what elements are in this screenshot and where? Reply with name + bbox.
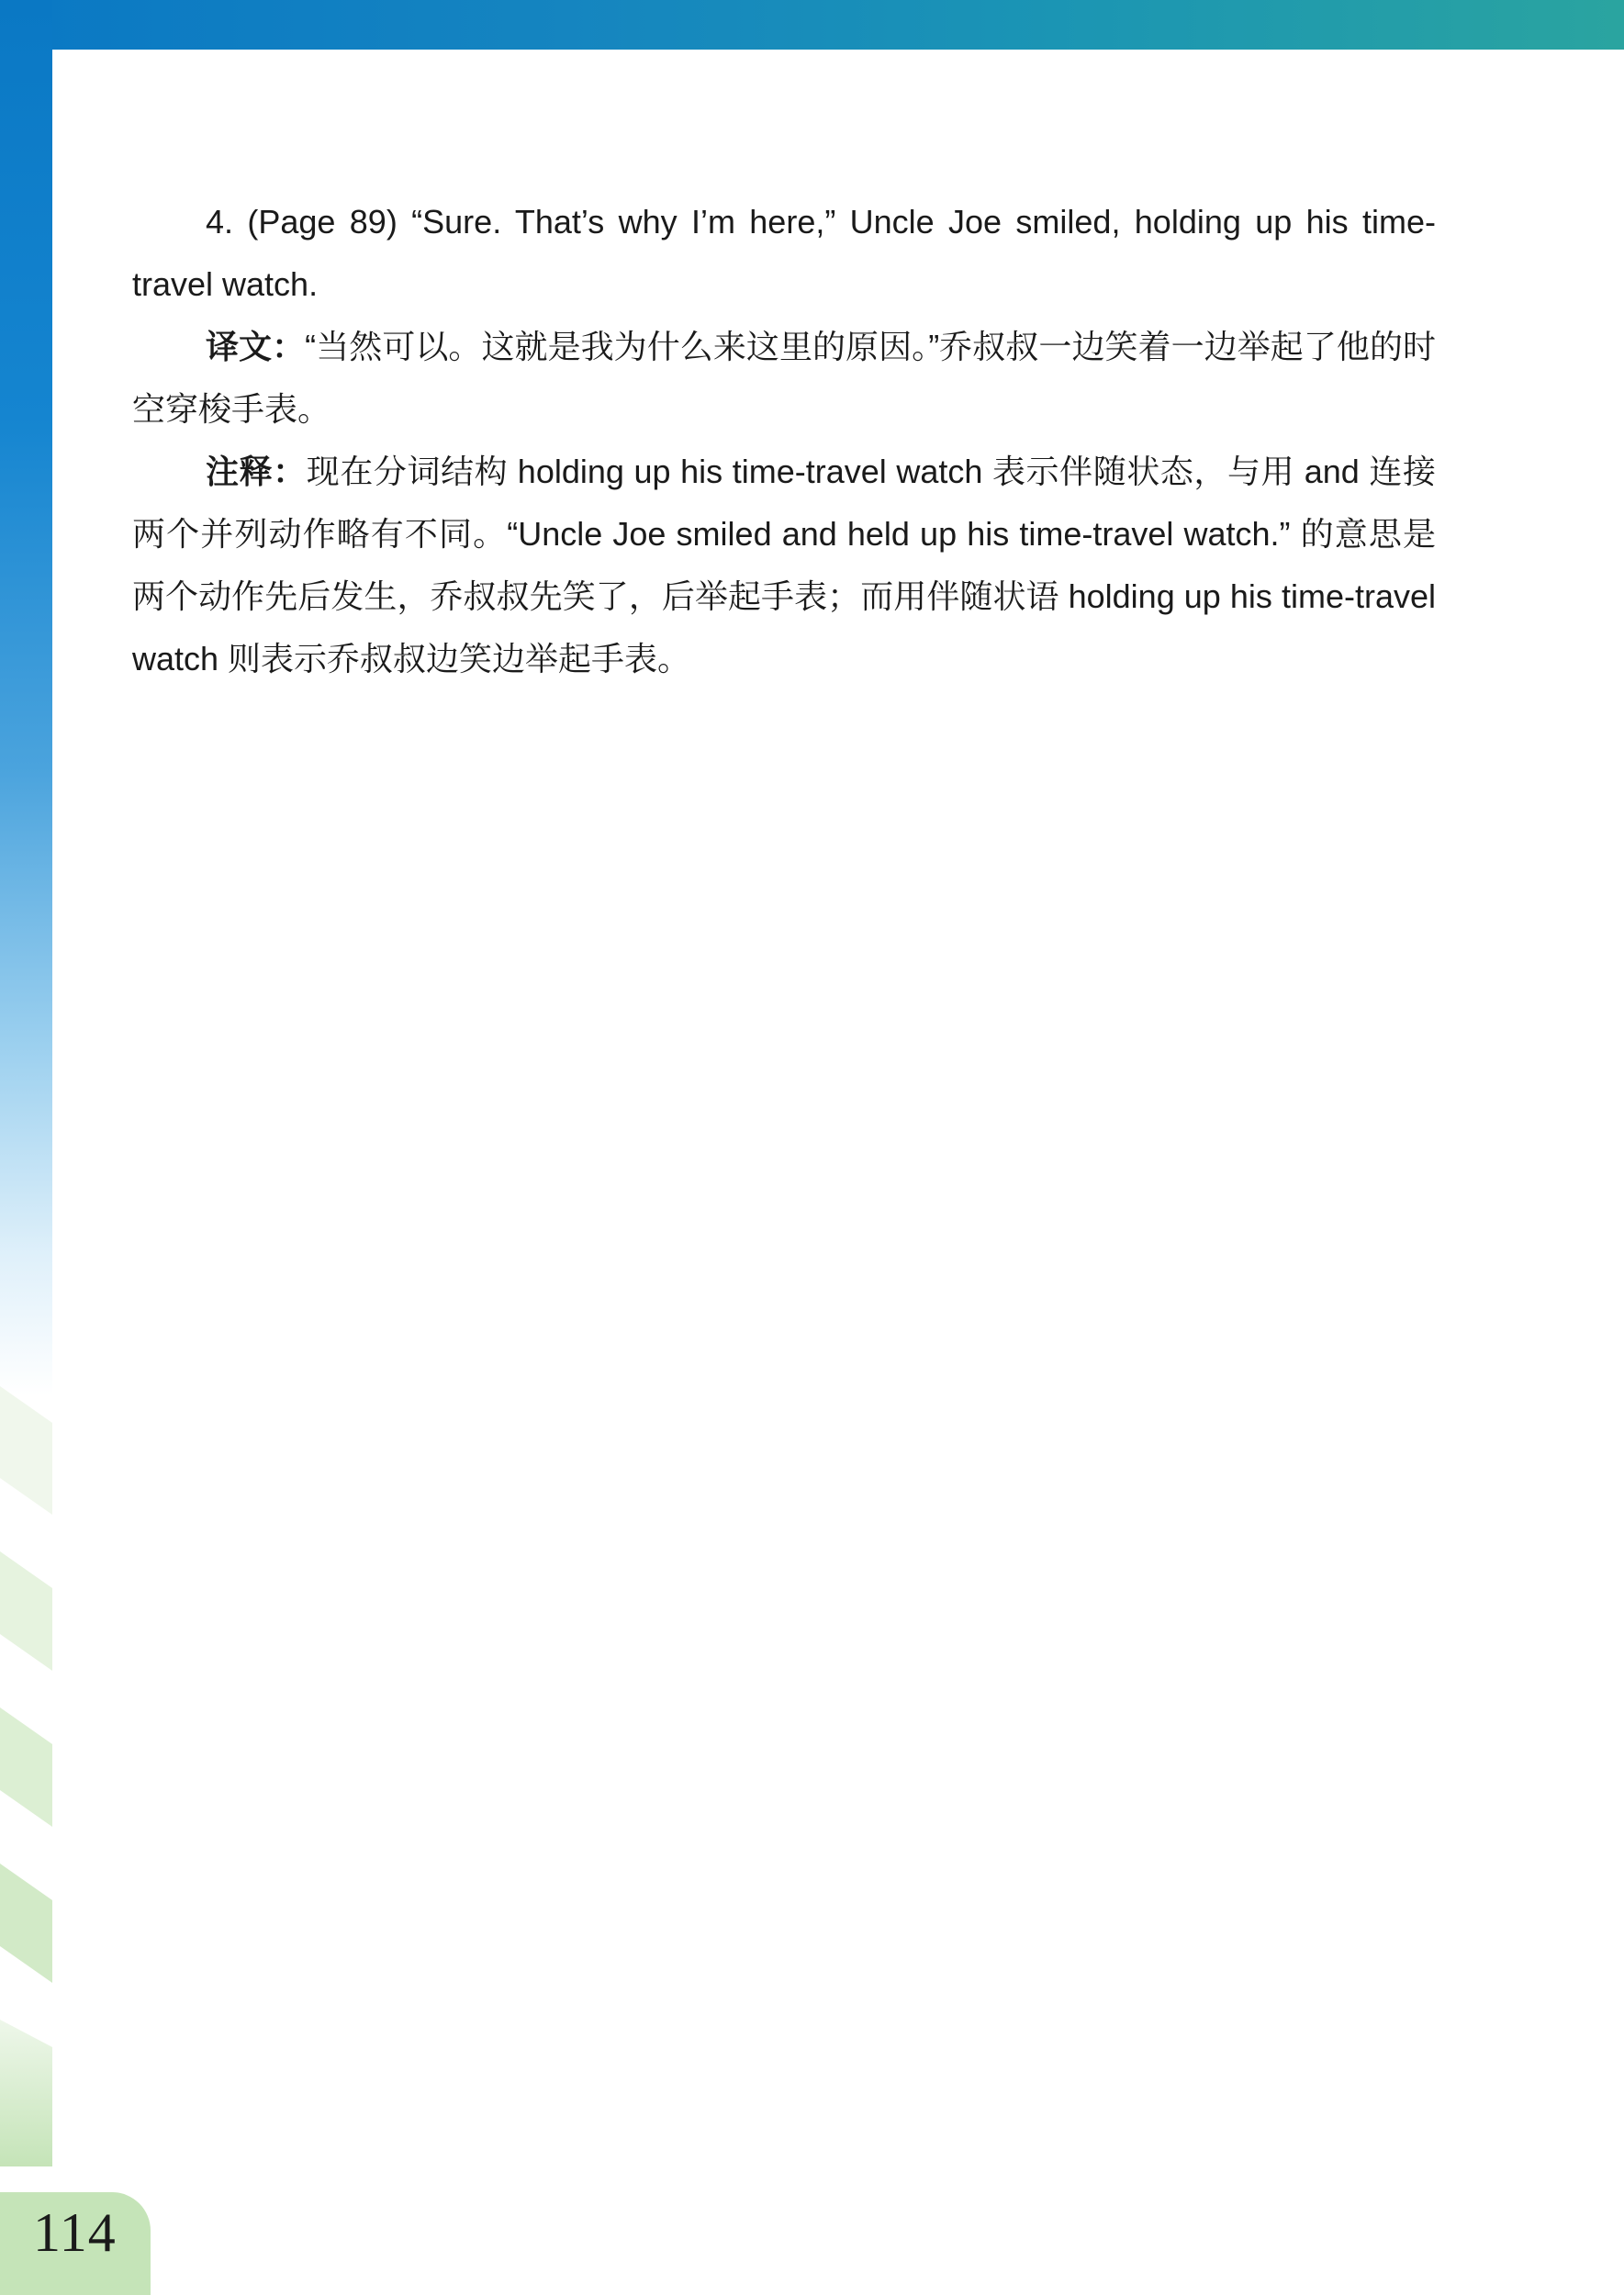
note-label: 注释： <box>206 453 307 490</box>
item-paragraph <box>132 191 1436 316</box>
stripe-3 <box>0 1707 52 1827</box>
stripe-5 <box>0 2020 52 2166</box>
page-reference: (Page 89) <box>247 203 398 241</box>
left-gradient-strip <box>0 0 52 1395</box>
stripe-4 <box>0 1864 52 1983</box>
page-number: 114 <box>33 2202 117 2263</box>
translation-text: “当然可以。这就是我为什么来这里的原因。”乔叔叔一边笑着一边举起了他的时空穿梭手表。 <box>132 328 1436 428</box>
translation-paragraph <box>132 316 1436 441</box>
item-number: 4. <box>206 203 234 241</box>
top-banner-bar <box>0 0 1624 50</box>
stripe-2 <box>0 1551 52 1671</box>
stripe-1 <box>0 1386 52 1515</box>
translation-label: 译文： <box>206 328 306 365</box>
note-text: 现在分词结构 holding up his time-travel watch 表示伴随状态，与用 and 连接两个并列动作略有不同。“Uncle Joe smiled and held up his time-travel watch.” 的意思是两个动作先后发生，乔叔叔先笑了，后举起手表；而用伴随状语 holding up his time-travel watch 则表示乔叔叔边笑边举起手表。 <box>132 453 1436 677</box>
main-text <box>132 191 1436 690</box>
note-paragraph <box>132 441 1436 690</box>
left-decorative-stripes <box>0 1386 52 2166</box>
english-quote: “Sure. That’s why I’m here,” Uncle Joe smiled, holding up his time-travel watch. <box>132 203 1436 303</box>
